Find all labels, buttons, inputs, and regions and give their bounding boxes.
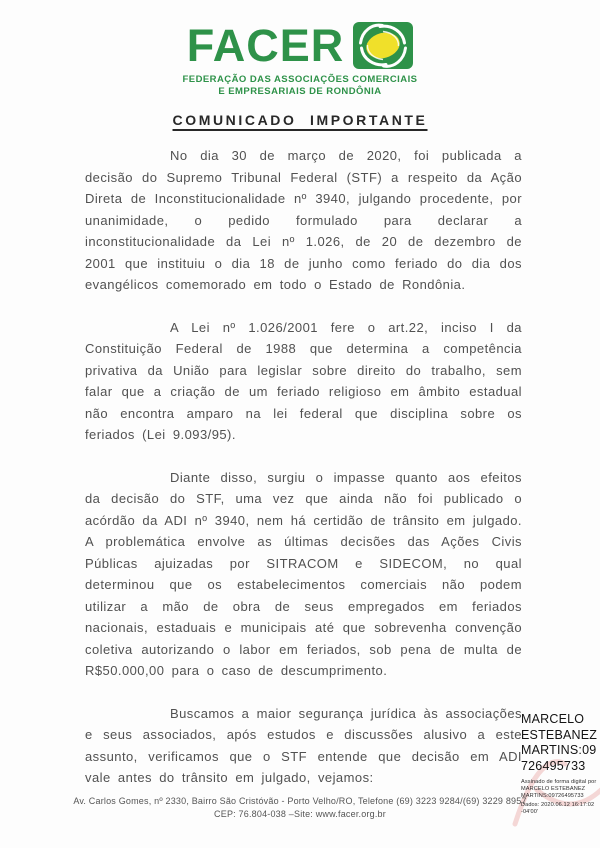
signature-name-line4: 726495733 <box>521 758 586 773</box>
footer-address: Av. Carlos Gomes, nº 2330, Bairro São Cristóvão - Porto Velho/RO, Telefone (69) 3223 9284/(69) 3229 8957 <box>73 796 527 806</box>
header <box>0 22 600 97</box>
footer <box>0 795 600 821</box>
signature-name-line2: ESTEBANEZ <box>521 727 598 742</box>
paragraph-2: A Lei nº 1.026/2001 fere o art.22, inciso I da Constituição Federal de 1988 que determina a competência privativa da União para legislar sobre direito do trabalho, sem falar que a criação de um feriado religioso em âmbito estadual não encontra amparo na lei federal que disciplina sobre os feriados (Lei 9.093/95). <box>85 319 522 442</box>
paragraph-1: No dia 30 de março de 2020, foi publicada a decisão do Supremo Tribunal Federal (STF) a respeito da Ação Direta de Inconstitucionalidade nº 3940, julgando procedente, por unanimidade, o pedido formulado para declarar a inconstitucionalidade da Lei nº 1.026, de 20 de dezembro de 2001 que instituiu o dia 18 de junho como feriado do dia dos evangélicos comemorado em todo o Estado de Rondônia. <box>85 148 522 292</box>
paragraph-4: Buscamos a maior segurança jurídica às associações e seus associados, após estudos e discussões alusivo a este assunto, verificamos que o STF entende que decisão em ADI vale antes do trânsito em julgado, vejamos: <box>85 705 522 785</box>
signature-date: Dados: 2020.06.12 16:17:02 -04'00' <box>521 801 595 815</box>
facer-logo-text: FACER <box>186 20 345 71</box>
org-name <box>0 74 600 97</box>
org-name-line2: E EMPRESARIAIS DE RONDÔNIA <box>218 85 382 97</box>
facer-logo-icon <box>353 22 413 69</box>
document-body <box>85 145 522 810</box>
signature-name-line1: MARCELO <box>521 712 585 726</box>
document-title: COMUNICADO IMPORTANTE <box>172 112 428 128</box>
org-name-line1: FEDERAÇÃO DAS ASSOCIAÇÕES COMERCIAIS <box>182 74 418 85</box>
signature-name-line3: MARTINS:09 <box>521 743 597 757</box>
signature-statement: Assinado de forma digital por MARCELO ESTEBANEZ MARTINS:09726495733 <box>521 779 597 800</box>
footer-cep-site: CEP: 76.804-038 –Site: www.facer.org.br <box>214 809 386 819</box>
facer-logo <box>0 22 600 69</box>
paragraph-3: Diante disso, surgiu o impasse quanto aos efeitos da decisão do STF, uma vez que ainda não foi publicado o acórdão da ADI nº 3940, nem há certidão de trânsito em julgado. A problemática envolve as últimas decisões das Ações Civis Públicas ajuizadas por SITRACOM e SIDECOM, no qual determinou que os estabelecimentos comerciais não podem utilizar a mão de obra de seus empregados em feriados nacionais, estaduais e municipais até que sobrevenha convenção coletiva autorizando o labor em feriados, sob pena de multa de R$50.000,00 para o caso de descumprimento. <box>85 469 522 678</box>
signature-name <box>521 712 599 774</box>
